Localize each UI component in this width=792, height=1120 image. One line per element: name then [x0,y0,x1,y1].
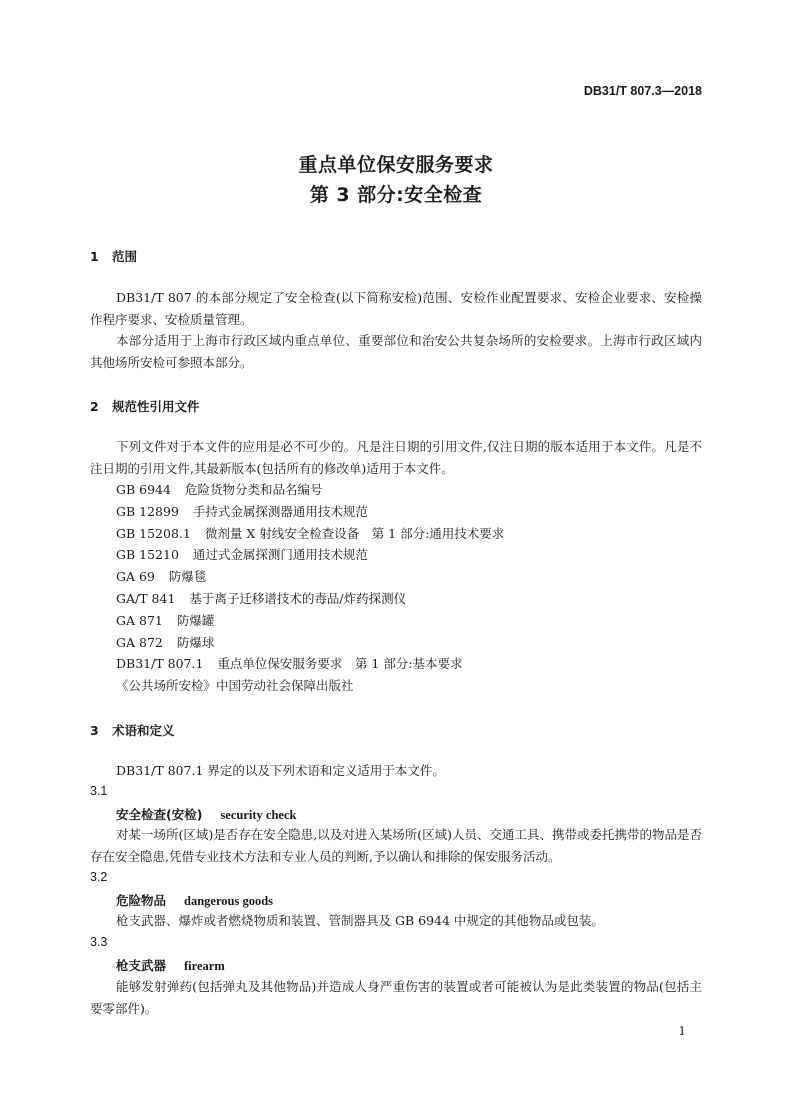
term-name-zh: 枪支武器 [116,958,167,973]
reference-item [116,632,504,654]
page-number: 1 [678,1024,686,1038]
section-1-paragraph-1: DB31/T 807 的本部分规定了安全检查(以下简称安检)范围、安检作业配置要求、安检企业要求、安检操作程序要求、安检质量管理。 [90,290,702,327]
section-title: 规范性引用文件 [112,399,200,414]
term-number: 3.3 [90,935,108,949]
term-name [116,891,273,909]
reference-title: 微剂量 X 射线安全检查设备 第 1 部分:通用技术要求 [204,525,505,541]
reference-title: 危险货物分类和品名编号 [184,482,323,497]
reference-item [116,653,504,675]
reference-item [116,501,504,523]
document-title: 重点单位保安服务要求 [298,154,494,176]
reference-title: 手持式金属探测器通用技术规范 [192,503,368,519]
section-title: 范围 [112,249,138,264]
reference-code: GB 15210 [116,547,179,563]
term-name [116,805,296,823]
section-number: 2 [90,399,99,414]
term-name-en: dangerous goods [184,894,274,908]
term-number: 3.2 [90,870,108,884]
term-name [116,956,225,974]
term-name-en: firearm [184,959,225,973]
section-2-intro: 下列文件对于本文件的应用是必不可少的。凡是注日期的引用文件,仅注日期的版本适用于本文件。凡是不注日期的引用文件,其最新版本(包括所有的修改单)适用于本文件。 [90,439,702,476]
term-name-zh: 安全检查(安检) [116,807,203,822]
reference-item [116,479,504,501]
reference-item [116,544,504,566]
term-number: 3.1 [90,784,108,798]
reference-list [116,479,504,697]
section-1-paragraph-2: 本部分适用于上海市行政区域内重点单位、重要部位和治安公共复杂场所的安检要求。上海市行政区域内其他场所安检可参照本部分。 [90,333,702,370]
document-subtitle: 第 3 部分:安全检查 [309,184,483,206]
reference-title: 基于离子迁移谱技术的毒品/炸药探测仪 [189,590,407,606]
reference-item [116,588,504,610]
reference-title: 《公共场所安检》中国劳动社会保障出版社 [116,678,354,694]
section-3-heading [90,721,175,739]
reference-item [116,610,504,632]
reference-title: 重点单位保安服务要求 第 1 部分:基本要求 [217,656,463,672]
section-title: 术语和定义 [112,723,175,738]
term-definition: 枪支武器、爆炸或者燃烧物质和装置、管制器具及 GB 6944 中规定的其他物品或包装。 [116,913,604,928]
reference-title: 防爆毯 [168,569,207,585]
reference-title: 防爆球 [176,634,215,650]
term-definition: 对某一场所(区域)是否存在安全隐患,以及对进入某场所(区域)人员、交通工具、携带或委托携带的物品是否存在安全隐患,凭借专业技术方法和专业人员的判断,予以确认和排除的保安服务活动。 [90,827,702,864]
section-number: 1 [90,249,99,264]
reference-code: DB31/T 807.1 [116,656,204,672]
reference-item [116,523,504,545]
reference-code: GB 15208.1 [116,525,191,541]
section-2-heading [90,397,200,415]
section-3-intro: DB31/T 807.1 界定的以及下列术语和定义适用于本文件。 [116,763,445,778]
reference-title: 通过式金属探测门通用技术规范 [192,547,368,563]
section-1-heading [90,247,137,265]
reference-code: GA/T 841 [116,590,176,606]
document-code: DB31/T 807.3—2018 [583,84,702,98]
reference-item [116,566,504,588]
reference-title: 防爆罐 [176,612,215,628]
reference-code: GA 872 [116,634,163,650]
reference-code: GA 871 [116,612,163,628]
term-definition: 能够发射弹药(包括弹丸及其他物品)并造成人身严重伤害的装置或者可能被认为是此类装置的物品(包括主要零部件)。 [90,979,702,1016]
section-number: 3 [90,723,99,738]
reference-code: GB 12899 [116,503,179,519]
reference-code: GB 6944 [116,482,171,497]
term-name-en: security check [220,808,297,822]
term-name-zh: 危险物品 [116,893,167,908]
reference-code: GA 69 [116,569,155,585]
reference-item [116,675,504,697]
